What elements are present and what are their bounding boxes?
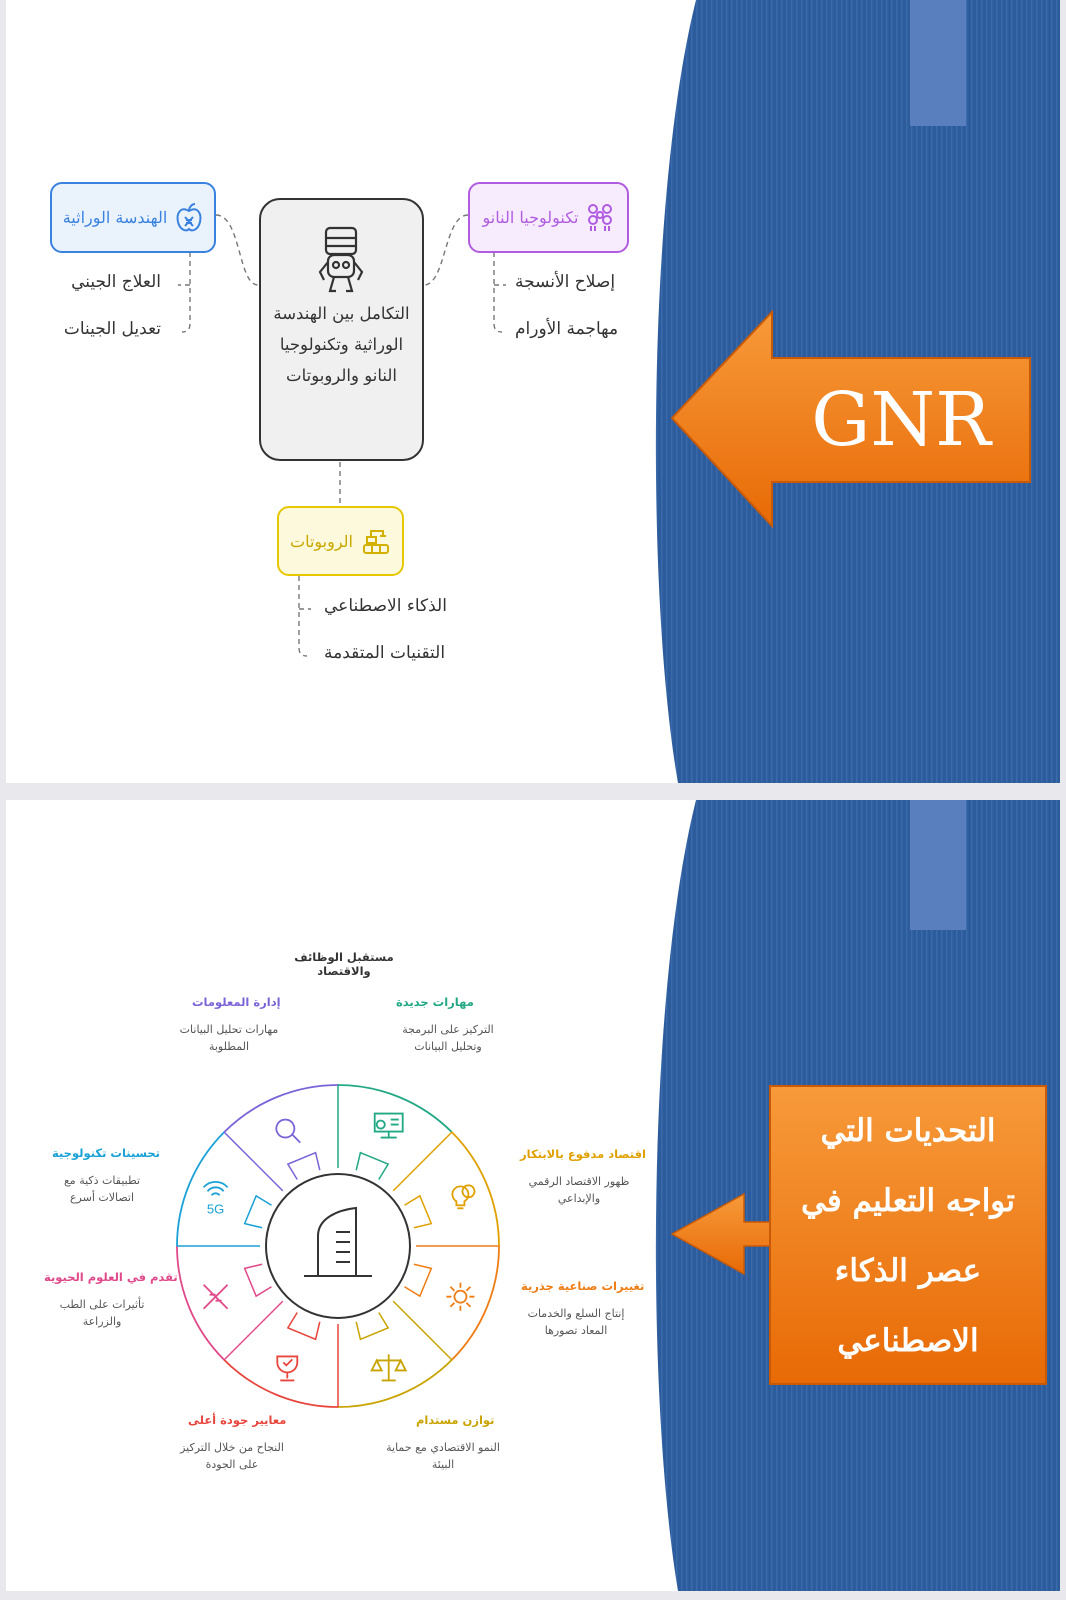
segment-desc-tech-improvements: تطبيقات ذكية مع اتصالات أسرع	[63, 1174, 141, 1204]
robot-item-ai: الذكاء الاصطناعي	[324, 596, 447, 616]
5g-wifi-icon	[204, 1182, 228, 1216]
connector-robot-items	[299, 576, 311, 656]
magnifier-icon	[276, 1120, 300, 1143]
slide-gnr	[6, 0, 1060, 783]
wheel-segment-arc	[452, 1132, 499, 1246]
wheel-notch	[288, 1153, 320, 1180]
panel-tab	[910, 800, 966, 930]
wifi-5g-label: 5G	[206, 1201, 225, 1217]
wheel-spoke	[224, 1132, 283, 1191]
segment-title-new-skills: مهارات جديدة	[396, 995, 474, 1009]
connector-nano	[424, 215, 468, 285]
wheel-notch	[405, 1264, 432, 1296]
segment-desc-sustainable-balance: النمو الاقتصادي مع حماية البيئة	[386, 1441, 500, 1471]
wheel-segment-arc	[338, 1360, 452, 1407]
segment-title-life-sciences: تقدم في العلوم الحيوية	[44, 1270, 178, 1284]
segment-title-sustainable-balance: توازن مستدام	[416, 1413, 495, 1427]
robotics-box	[277, 506, 404, 576]
wheel-notch	[288, 1313, 320, 1340]
segment-desc-innovation-economy: ظهور الاقتصاد الرقمي والإبداعي	[528, 1175, 630, 1205]
robot-arm-icon	[361, 526, 391, 556]
wheel-spoke	[224, 1301, 283, 1360]
center-text: التكامل بين الهندسة الوراثية وتكنولوجيا النانو والروبوتات	[273, 304, 410, 385]
segment-desc-info-management: مهارات تحليل البيانات المطلوبة	[179, 1023, 279, 1053]
wheel-segment-arc	[224, 1360, 338, 1407]
wheel-notch	[245, 1264, 272, 1296]
genetic-engineering-box	[50, 182, 216, 253]
lightbulb-icon-shape	[452, 1185, 474, 1208]
segment-desc-industrial-changes: إنتاج السلع والخدمات المعاد تصورها	[527, 1307, 625, 1337]
apple-dna-icon	[175, 202, 203, 234]
nano-item-tissue-repair: إصلاح الأنسجة	[515, 272, 616, 292]
dna-icon	[204, 1285, 228, 1309]
magnifier-icon-shape	[276, 1120, 300, 1143]
slide-challenges	[6, 800, 1060, 1591]
gear-icon	[446, 1283, 474, 1311]
future-jobs-wheel	[177, 1085, 499, 1407]
panel-tab	[910, 0, 966, 126]
wheel-center	[266, 1174, 410, 1318]
robotics-title: الروبوتات	[290, 531, 353, 551]
wheel-spoke	[393, 1301, 452, 1360]
segment-title-quality-standards: معايير جودة أعلى	[188, 1413, 287, 1427]
segment-title-industrial-changes: تغييرات صناعية جذرية	[521, 1279, 645, 1293]
robot-item-advanced-tech: التقنيات المتقدمة	[324, 643, 446, 663]
genetic-item-gene-editing: تعديل الجينات	[63, 319, 161, 339]
segment-title-tech-improvements: تحسينات تكنولوجية	[52, 1146, 160, 1160]
5g-wifi-icon-shape	[204, 1182, 228, 1195]
segment-title-info-management: إدارة المعلومات	[192, 995, 281, 1009]
nano-cells-icon	[586, 203, 614, 233]
wheel-notch	[405, 1196, 432, 1228]
wheel-segment-arc	[177, 1246, 224, 1360]
wheel-spoke	[393, 1132, 452, 1191]
connector-genetic	[216, 215, 258, 285]
nanotechnology-title: تكنولوجيا النانو	[482, 208, 579, 227]
nano-item-tumor-attack: مهاجمة الأورام	[515, 319, 619, 339]
nanotechnology-box	[468, 182, 629, 253]
presentation-icon	[375, 1114, 403, 1138]
connector-nano-items	[494, 252, 506, 332]
wheel-segment-arc	[224, 1085, 338, 1132]
dna-icon-shape	[204, 1285, 228, 1309]
chart-title: مستقبل الوظائف والاقتصاد	[294, 950, 394, 978]
segment-title-innovation-economy: اقتصاد مدفوع بالابتكار	[520, 1147, 646, 1161]
trophy-icon	[277, 1356, 297, 1380]
segment-desc-new-skills: التركيز على البرمجة وتحليل البيانات	[402, 1023, 494, 1053]
trophy-icon-shape	[277, 1356, 297, 1380]
balance-scale-icon-shape	[372, 1354, 406, 1380]
wheel-notch	[245, 1196, 272, 1228]
wheel-notch	[356, 1153, 388, 1180]
presentation-icon-shape	[375, 1114, 403, 1138]
wheel-notch	[356, 1313, 388, 1340]
lightbulb-icon	[452, 1185, 474, 1208]
challenge-box-text: التحديات التي تواجه التعليم في عصر الذكاء الاصطناعي	[801, 1113, 1015, 1359]
genetic-engineering-title: الهندسة الوراثية	[62, 208, 168, 227]
segment-desc-quality-standards: النجاح من خلال التركيز على الجودة	[180, 1441, 284, 1471]
balance-scale-icon	[372, 1354, 406, 1380]
wheel-segment-arc	[177, 1132, 224, 1246]
segment-desc-life-sciences: تأثيرات على الطب والزراعة	[59, 1298, 145, 1328]
gnr-label: GNR	[811, 377, 991, 463]
gear-icon-shape	[446, 1283, 474, 1311]
connector-genetic-items	[178, 252, 190, 332]
genetic-item-gene-therapy: العلاج الجيني	[71, 272, 161, 292]
